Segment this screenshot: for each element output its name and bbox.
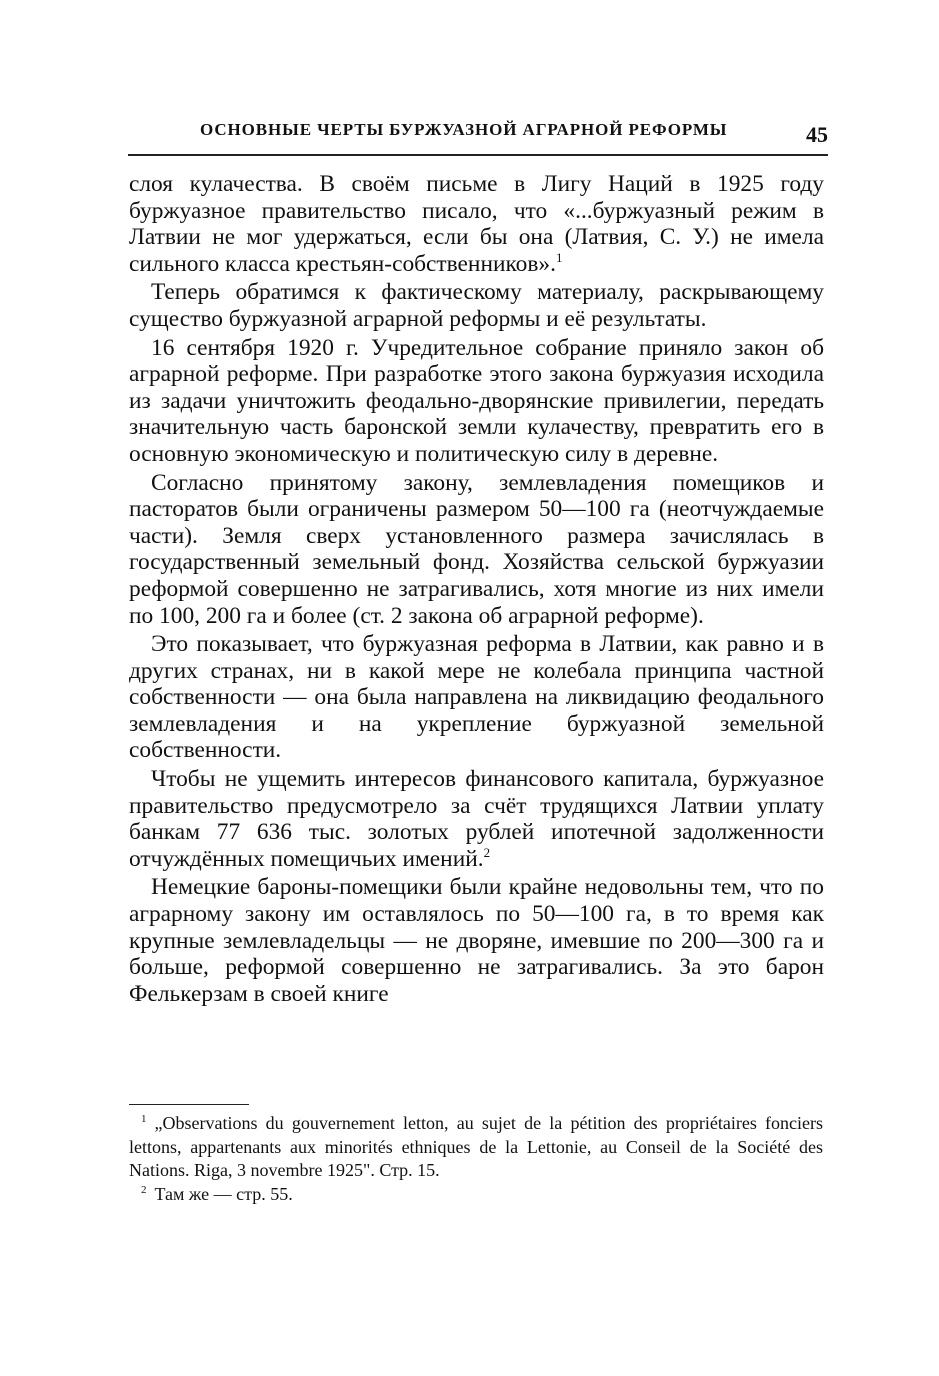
paragraph-text: 16 сентября 1920 г. Учредительное собрание приняло закон об аграрной реформе. При разработке этого закона буржуазия исходила из задачи уничтожить феодально-дворянские привилегии, передать значительную часть баронской земли кулачеству, превратить его в основную экономическую и политическую силу в деревне.	[129, 334, 824, 467]
paragraph-text: слоя кулачества. В своём письме в Лигу Наций в 1925 году буржуазное правительство писало, что «...буржуазный режим в Латвии не мог удержаться, если бы она (Латвия, С. У.) не имела сильного класса крестьян-собственников».	[129, 171, 824, 277]
page-number: 45	[806, 122, 828, 147]
footnote-reference: 1	[555, 249, 563, 265]
paragraph-text: Немецкие бароны-помещики были крайне недовольны тем, что по аграрному закону им оставлялось по 50—100 га, в то время как крупные землевладельцы — не дворяне, имевшие по 200—300 га и больше, реформой совершенно не затрагивались. За это барон Фелькерзам в своей книге	[129, 874, 824, 1007]
footnote	[129, 1183, 823, 1207]
paragraph-text: Чтобы не ущемить интересов финансового капитала, буржуазное правительство предусмотрело за счёт трудящихся Латвии уплату банкам 77 636 тыс. золотых рублей ипотечной задолженности отчуждённых помещичьих имений.	[129, 766, 824, 872]
paragraph-text: Это показывает, что буржуазная реформа в Латвии, как равно и в других странах, ни в какой мере не колебала принципа частной собственности — она была направлена на ликвидацию феодального землевладения и на укрепление буржуазной земельной собственности.	[129, 631, 824, 764]
paragraph-text: Теперь обратимся к фактическому материалу, раскрывающему существо буржуазной аграрной реформы и её результаты.	[129, 279, 824, 332]
footnote-reference: 2	[483, 845, 491, 861]
paragraph	[129, 171, 824, 277]
paragraph-text: Согласно принятому закону, землевладения помещиков и пасторатов были ограничены размером 50—100 га (неотчуждаемые части). Земля сверх установленного размера зачислялась в государственный земельный фонд. Хозяйства сельской буржуазии реформой совершенно не затрагивались, хотя многие из них имели по 100, 200 га и более (ст. 2 закона об аграрной реформе).	[129, 469, 824, 629]
paragraph	[129, 766, 824, 872]
paragraph	[129, 874, 824, 1007]
footnote-mark: 1	[141, 1113, 147, 1125]
footnote-text: „Observations du gouvernement letton, au sujet de la pétition des propriétaires fonciers lettons, appartenants aux minorités ethniques de la Lettonie, au Conseil de la Société des Nations. Riga, 3 novembre 1925". Стр. 15.	[129, 1113, 823, 1180]
footnote-divider	[129, 1104, 249, 1105]
paragraph	[129, 470, 824, 630]
paragraph	[129, 279, 824, 332]
paragraph	[129, 631, 824, 764]
footnote-text: Там же — стр. 55.	[154, 1183, 293, 1204]
footnote-mark: 2	[141, 1183, 147, 1196]
footnote	[129, 1112, 823, 1183]
running-title: ОСНОВНЫЕ ЧЕРТЫ БУРЖУАЗНОЙ АГРАРНОЙ РЕФОРМЫ	[200, 120, 728, 139]
footnotes	[129, 1112, 823, 1206]
main-text	[129, 171, 824, 1007]
running-header	[128, 118, 828, 156]
paragraph	[129, 335, 824, 468]
